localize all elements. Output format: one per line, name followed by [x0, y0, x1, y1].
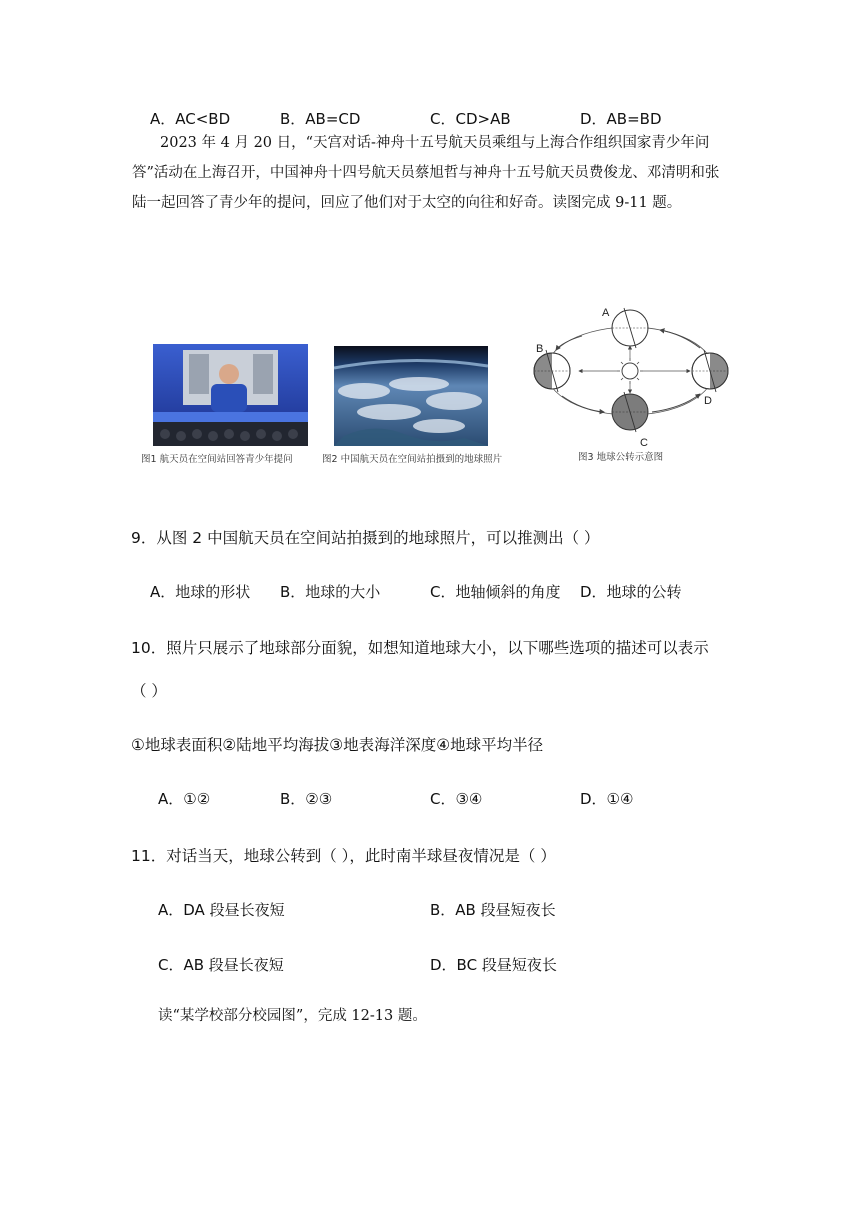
intro-paragraph: 2023 年 4 月 20 日，“天宫对话-神舟十五号航天员乘组与上海合作组织国家青少年问答”活动在上海召开，中国神舟十四号航天员蔡旭哲与神舟十五号航天员费俊龙、邓清明和张陆一起回答了青少年的提问，回应了他们对于太空的向往和好奇。读图完成 9-11 题。 — [132, 135, 720, 211]
q9-option-a: A．地球的形状 — [150, 583, 251, 601]
figure1-caption: 图1 航天员在空间站回答青少年提问 — [141, 454, 293, 465]
q11-option-c: C．AB 段昼长夜短 — [158, 956, 284, 974]
figure3-caption: 图3 地球公转示意图 — [578, 452, 664, 463]
q8-option-b: B．AB=CD — [280, 110, 361, 128]
q9-stem: 9．从图 2 中国航天员在空间站拍摄到的地球照片，可以推测出（ ） — [131, 529, 600, 547]
q10-stem-line1: 10．照片只展示了地球部分面貌，如想知道地球大小，以下哪些选项的描述可以表示 — [131, 639, 709, 657]
figure2-caption: 图2 中国航天员在空间站拍摄到的地球照片 — [322, 454, 503, 465]
fig3-label-c: C — [640, 437, 648, 449]
q10-statements: ①地球表面积②陆地平均海拔③地表海洋深度④地球平均半径 — [131, 736, 544, 754]
q8-option-a: A．AC<BD — [150, 110, 231, 128]
q9-option-b: B．地球的大小 — [280, 583, 381, 601]
figure2-photo — [334, 346, 488, 446]
q11-option-d: D．BC 段昼短夜长 — [430, 956, 557, 974]
q11-stem: 11．对话当天，地球公转到（ ），此时南半球昼夜情况是（ ） — [131, 847, 556, 865]
q9-option-d: D．地球的公转 — [580, 583, 682, 601]
figure3-diagram — [522, 300, 742, 450]
q11-option-b: B．AB 段昼短夜长 — [430, 901, 556, 919]
q10-option-d: D．①④ — [580, 790, 634, 808]
fig3-label-b: B — [536, 343, 544, 355]
figure1-photo — [153, 344, 308, 446]
q10-option-c: C．③④ — [430, 790, 483, 808]
q11-option-a: A．DA 段昼长夜短 — [158, 901, 285, 919]
q9-option-c: C．地轴倾斜的角度 — [430, 583, 561, 601]
next-intro: 读“某学校部分校园图”，完成 12-13 题。 — [158, 1008, 427, 1024]
q8-option-d: D．AB=BD — [580, 110, 662, 128]
fig3-label-a: A — [602, 307, 610, 319]
fig3-label-d: D — [704, 395, 712, 407]
q10-stem-line2: （ ） — [131, 682, 167, 700]
q10-option-b: B．②③ — [280, 790, 333, 808]
q10-option-a: A．①② — [158, 790, 211, 808]
q8-option-c: C．CD>AB — [430, 110, 511, 128]
